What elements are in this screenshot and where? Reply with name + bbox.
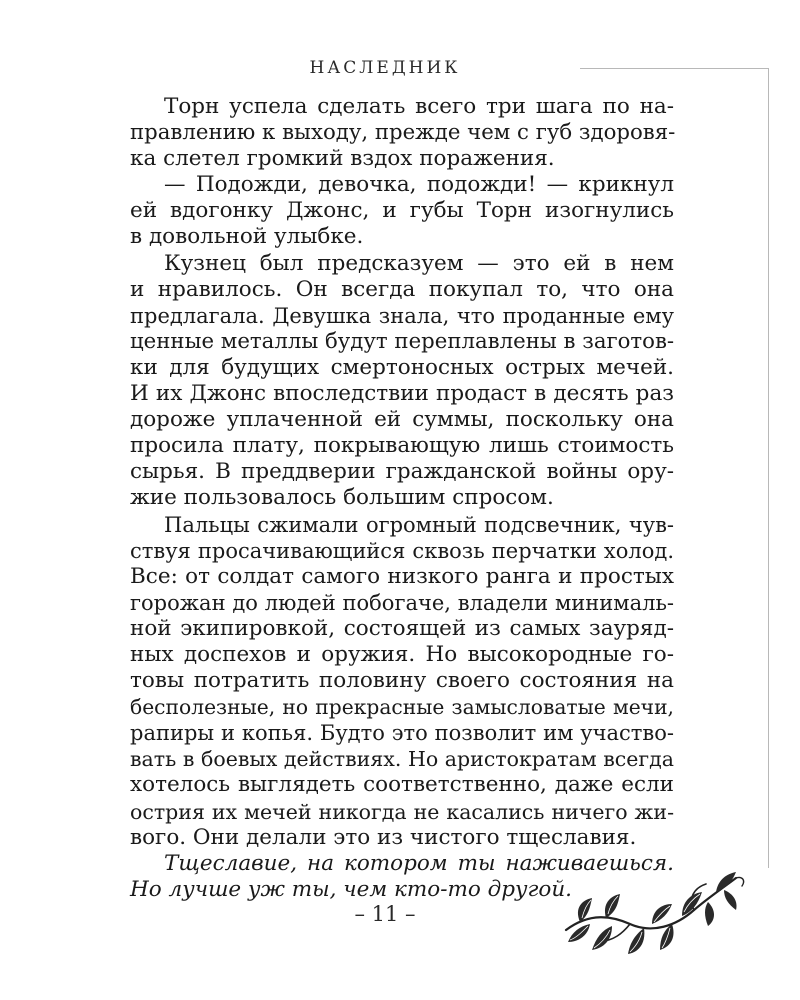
margin-rule	[768, 68, 769, 868]
text-line: горожан до людей побогаче, владели минималь-	[130, 590, 674, 615]
text-line: предлагала. Девушка знала, что проданные ему	[130, 303, 674, 328]
text-line: ствуя просачивающийся сквозь перчатки холод.	[130, 538, 674, 563]
text-line: хотелось выглядеть соответственно, даже если	[130, 772, 674, 798]
text-line: — Подожди, девочка, подожди! — крикнул	[164, 172, 674, 198]
text-line: вать в боевых действиях. Но аристократам всегда	[130, 747, 674, 772]
text-line: ей вдогонку Джонс, и губы Торн изогнулись	[130, 198, 674, 224]
text-line: правлению к выходу, прежде чем с губ здоровя-	[130, 120, 676, 146]
text-line: ных доспехов и оружия. Но высокородные го-	[130, 641, 674, 667]
text-line: острия их мечей никогда не касались ничего жи-	[130, 799, 674, 824]
text-line: Кузнец был предсказуем — это ей в нем	[164, 250, 674, 276]
text-line: ценные металлы будут переплавлены в заготов-	[130, 328, 675, 354]
header-rule	[580, 68, 768, 69]
text-line: Пальцы сжимали огромный подсвечник, чув-	[164, 512, 674, 537]
text-line: жие пользовалось большим спросом.	[130, 485, 554, 511]
running-title: НАСЛЕДНИК	[309, 58, 461, 78]
text-line: Торн успела сделать всего три шага по на-	[164, 94, 674, 119]
body-text	[96, 94, 674, 903]
vine-flourish-icon	[560, 868, 750, 958]
paragraph	[96, 94, 674, 172]
text-line: ки для будущих смертоносных острых мечей.	[130, 354, 674, 380]
text-line: бесполезные, но прекрасные замысловатые мечи,	[130, 695, 674, 720]
paragraph	[96, 512, 674, 851]
text-line: Все: от солдат самого низкого ранга и простых	[130, 563, 674, 589]
text-line: дороже уплаченной ей суммы, поскольку она	[130, 407, 674, 433]
text-line: Но лучше уж ты, чем кто-то другой.	[130, 876, 573, 902]
text-line: просила плату, покрывающую лишь стоимость	[130, 433, 674, 459]
paragraph	[96, 172, 674, 250]
text-line: и нравилось. Он всегда покупал то, что она	[130, 276, 674, 302]
text-line: в довольной улыбке.	[130, 224, 364, 250]
text-line: И их Джонс впоследствии продаст в десять раз	[130, 381, 674, 407]
text-line: сырья. В преддверии гражданской войны ору-	[130, 459, 674, 485]
text-line: Тщеславие, на котором ты наживаешься.	[164, 850, 674, 876]
text-line: вого. Они делали это из чистого тщеславия.	[130, 824, 637, 850]
page-number: – 11 –	[354, 902, 416, 926]
text-line: товы потратить половину своего состояния на	[130, 668, 674, 694]
text-line: рапиры и копья. Будто это позволит им участво-	[130, 721, 674, 746]
text-line: ной экипировкой, состоящей из самых зауряд-	[130, 615, 674, 641]
text-line: ка слетел громкий вздох поражения.	[130, 146, 555, 172]
paragraph	[96, 251, 674, 512]
